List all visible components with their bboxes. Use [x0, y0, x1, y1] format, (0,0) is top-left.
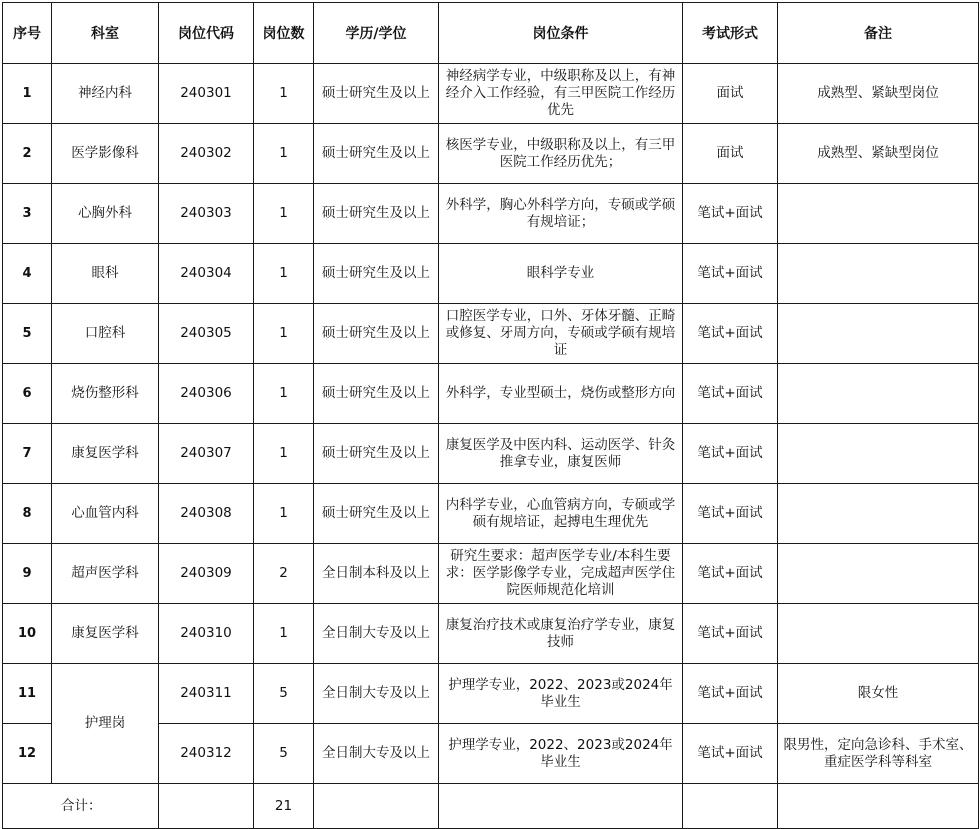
row-conditions: 外科学，胸心外科学方向，专硕或学硕有规培证； — [439, 184, 683, 244]
row-code: 240307 — [159, 424, 254, 484]
table-row — [3, 424, 979, 484]
row-exam: 笔试+面试 — [683, 604, 778, 664]
row-conditions: 护理学专业，2022、2023或2024年毕业生 — [439, 664, 683, 724]
row-conditions: 神经病学专业，中级职称及以上，有神经介入工作经验，有三甲医院工作经历优先 — [439, 64, 683, 124]
row-no: 9 — [3, 544, 52, 604]
row-conditions: 康复医学及中医内科、运动医学、针灸推拿专业，康复医师 — [439, 424, 683, 484]
row-count: 1 — [254, 304, 314, 364]
row-exam: 笔试+面试 — [683, 244, 778, 304]
table-row — [3, 664, 979, 724]
row-code: 240304 — [159, 244, 254, 304]
table-row — [3, 604, 979, 664]
header-count: 岗位数 — [254, 3, 314, 64]
row-notes — [778, 544, 979, 604]
row-notes — [778, 244, 979, 304]
row-education: 全日制本科及以上 — [314, 544, 439, 604]
table-row — [3, 364, 979, 424]
header-row — [3, 3, 979, 64]
row-no: 12 — [3, 724, 52, 784]
row-no: 1 — [3, 64, 52, 124]
row-conditions: 护理学专业，2022、2023或2024年毕业生 — [439, 724, 683, 784]
row-count: 1 — [254, 364, 314, 424]
row-conditions: 核医学专业，中级职称及以上，有三甲医院工作经历优先； — [439, 124, 683, 184]
row-count: 5 — [254, 724, 314, 784]
row-dept: 烧伤整形科 — [52, 364, 159, 424]
row-notes — [778, 484, 979, 544]
row-education: 硕士研究生及以上 — [314, 364, 439, 424]
row-education: 硕士研究生及以上 — [314, 304, 439, 364]
total-row — [3, 784, 979, 829]
row-conditions: 康复治疗技术或康复治疗学专业，康复技师 — [439, 604, 683, 664]
total-exam-empty — [683, 784, 778, 829]
row-dept: 医学影像科 — [52, 124, 159, 184]
row-code: 240303 — [159, 184, 254, 244]
table-row — [3, 64, 979, 124]
row-count: 1 — [254, 424, 314, 484]
row-code: 240311 — [159, 664, 254, 724]
row-count: 1 — [254, 604, 314, 664]
row-dept-merged: 护理岗 — [52, 664, 159, 784]
row-dept: 口腔科 — [52, 304, 159, 364]
row-notes — [778, 184, 979, 244]
row-notes — [778, 604, 979, 664]
table-row — [3, 124, 979, 184]
row-no: 4 — [3, 244, 52, 304]
table-row — [3, 484, 979, 544]
row-notes: 限男性，定向急诊科、手术室、重症医学科等科室 — [778, 724, 979, 784]
row-dept: 康复医学科 — [52, 424, 159, 484]
row-count: 5 — [254, 664, 314, 724]
row-notes — [778, 364, 979, 424]
row-no: 11 — [3, 664, 52, 724]
row-exam: 面试 — [683, 64, 778, 124]
row-notes: 限女性 — [778, 664, 979, 724]
row-exam: 笔试+面试 — [683, 664, 778, 724]
total-code-empty — [159, 784, 254, 829]
total-label: 合计： — [3, 784, 159, 829]
row-dept: 超声医学科 — [52, 544, 159, 604]
row-no: 10 — [3, 604, 52, 664]
row-dept: 康复医学科 — [52, 604, 159, 664]
total-notes-empty — [778, 784, 979, 829]
row-exam: 笔试+面试 — [683, 304, 778, 364]
row-exam: 笔试+面试 — [683, 484, 778, 544]
row-count: 1 — [254, 124, 314, 184]
header-exam: 考试形式 — [683, 3, 778, 64]
row-notes — [778, 424, 979, 484]
row-exam: 笔试+面试 — [683, 544, 778, 604]
row-exam: 笔试+面试 — [683, 424, 778, 484]
row-notes: 成熟型、紧缺型岗位 — [778, 64, 979, 124]
row-education: 硕士研究生及以上 — [314, 64, 439, 124]
row-exam: 笔试+面试 — [683, 724, 778, 784]
row-education: 全日制大专及以上 — [314, 604, 439, 664]
header-dept: 科室 — [52, 3, 159, 64]
table-row — [3, 184, 979, 244]
row-education: 硕士研究生及以上 — [314, 424, 439, 484]
row-code: 240309 — [159, 544, 254, 604]
row-count: 1 — [254, 244, 314, 304]
row-code: 240305 — [159, 304, 254, 364]
row-count: 1 — [254, 484, 314, 544]
row-code: 240312 — [159, 724, 254, 784]
row-education: 全日制大专及以上 — [314, 724, 439, 784]
row-notes: 成熟型、紧缺型岗位 — [778, 124, 979, 184]
row-education: 硕士研究生及以上 — [314, 124, 439, 184]
header-no: 序号 — [3, 3, 52, 64]
row-conditions: 研究生要求：超声医学专业/本科生要求：医学影像学专业，完成超声医学住院医师规范化培训 — [439, 544, 683, 604]
row-code: 240310 — [159, 604, 254, 664]
row-education: 硕士研究生及以上 — [314, 484, 439, 544]
total-count: 21 — [254, 784, 314, 829]
row-code: 240306 — [159, 364, 254, 424]
row-count: 1 — [254, 64, 314, 124]
row-conditions: 口腔医学专业，口外、牙体牙髓、正畸或修复、牙周方向，专硕或学硕有规培证 — [439, 304, 683, 364]
row-education: 硕士研究生及以上 — [314, 244, 439, 304]
row-code: 240308 — [159, 484, 254, 544]
table-row — [3, 244, 979, 304]
row-no: 8 — [3, 484, 52, 544]
row-no: 6 — [3, 364, 52, 424]
row-no: 5 — [3, 304, 52, 364]
row-dept: 眼科 — [52, 244, 159, 304]
total-conditions-empty — [439, 784, 683, 829]
table-row — [3, 544, 979, 604]
row-dept: 心胸外科 — [52, 184, 159, 244]
row-exam: 面试 — [683, 124, 778, 184]
row-conditions: 外科学，专业型硕士，烧伤或整形方向 — [439, 364, 683, 424]
header-conditions: 岗位条件 — [439, 3, 683, 64]
row-notes — [778, 304, 979, 364]
row-code: 240301 — [159, 64, 254, 124]
row-exam: 笔试+面试 — [683, 184, 778, 244]
row-conditions: 眼科学专业 — [439, 244, 683, 304]
header-education: 学历/学位 — [314, 3, 439, 64]
row-education: 全日制大专及以上 — [314, 664, 439, 724]
row-no: 3 — [3, 184, 52, 244]
row-dept: 神经内科 — [52, 64, 159, 124]
table-row — [3, 304, 979, 364]
row-conditions: 内科学专业，心血管病方向，专硕或学硕有规培证，起搏电生理优先 — [439, 484, 683, 544]
row-exam: 笔试+面试 — [683, 364, 778, 424]
header-notes: 备注 — [778, 3, 979, 64]
total-education-empty — [314, 784, 439, 829]
header-code: 岗位代码 — [159, 3, 254, 64]
row-education: 硕士研究生及以上 — [314, 184, 439, 244]
row-no: 2 — [3, 124, 52, 184]
row-dept: 心血管内科 — [52, 484, 159, 544]
row-no: 7 — [3, 424, 52, 484]
row-count: 2 — [254, 544, 314, 604]
row-code: 240302 — [159, 124, 254, 184]
row-count: 1 — [254, 184, 314, 244]
job-posting-table — [2, 2, 979, 829]
